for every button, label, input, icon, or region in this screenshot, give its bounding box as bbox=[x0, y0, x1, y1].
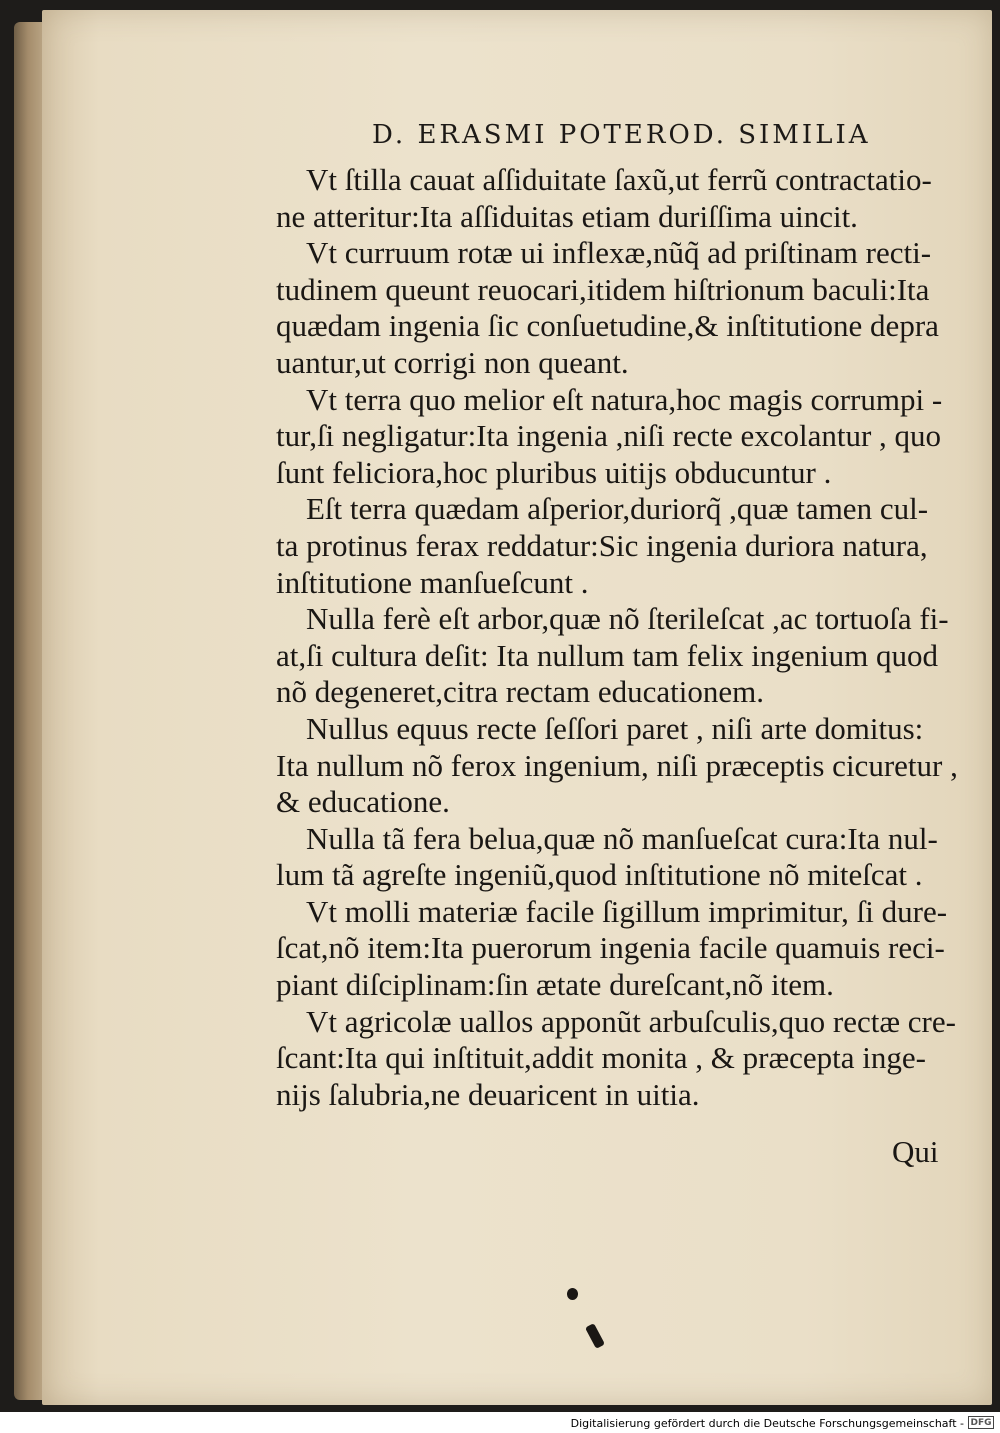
text-line: Vt curruum rotæ ui inflexæ,nũq̃ ad priſtinam recti- bbox=[306, 235, 932, 271]
dfg-logo: DFG bbox=[968, 1416, 994, 1429]
text-line: tudinem queunt reuocari,itidem hiſtrionum baculi:Ita bbox=[276, 271, 930, 307]
text-line: tur,ſi negligatur:Ita ingenia ,niſi recte excolantur , quo bbox=[276, 418, 942, 454]
text-line: Nullus equus recte ſeſſori paret , niſi arte domitus: bbox=[306, 710, 924, 746]
text-line: Vt ſtilla cauat aſſiduitate ſaxũ,ut ferrũ contractatio- bbox=[306, 162, 932, 197]
text-line: Ita nullum nõ ferox ingenium, niſi præceptis cicuretur , bbox=[276, 747, 958, 783]
text-line: ne atteritur:Ita aſſiduitas etiam duriſſima uincit. bbox=[276, 198, 858, 234]
text-line: lum tã agreſte ingeniũ,quod inſtitutione nõ miteſcat . bbox=[276, 857, 923, 893]
ink-spot bbox=[567, 1288, 578, 1300]
text-line: Vt agricolæ uallos apponũt arbuſculis,quo rectæ cre- bbox=[306, 1003, 956, 1039]
text-line: ta protinus ferax reddatur:Sic ingenia duriora natura, bbox=[276, 527, 928, 563]
body-text bbox=[276, 162, 966, 1113]
text-line: Vt terra quo melior eſt natura,hoc magis corrumpi - bbox=[306, 381, 943, 417]
text-line: nijs ſalubria,ne deuaricent in uitia. bbox=[276, 1076, 700, 1112]
text-line: Nulla tã fera belua,quæ nõ manſueſcat cura:Ita nul- bbox=[306, 820, 938, 856]
text-line: ſcat,nõ item:Ita puerorum ingenia facile quamuis reci- bbox=[276, 930, 945, 966]
text-line: inſtitutione manſueſcunt . bbox=[276, 564, 589, 600]
text-line: piant diſciplinam:ſin ætate dureſcant,nõ item. bbox=[276, 967, 834, 1003]
text-line: nõ degeneret,citra rectam educationem. bbox=[276, 674, 764, 710]
text-line: Eſt terra quædam aſperior,duriorq̃ ,quæ tamen cul- bbox=[306, 491, 929, 527]
text-line: at,ſi cultura deſit: Ita nullum tam felix ingenium quod bbox=[276, 637, 939, 673]
text-line: Vt molli materiæ facile ſigillum imprimitur, ſi dure- bbox=[306, 893, 948, 929]
text-line: uantur,ut corrigi non queant. bbox=[276, 344, 629, 380]
running-header: D. ERASMI POTEROD. SIMILIA bbox=[372, 120, 871, 150]
text-line: quædam ingenia ſic conſuetudine,& inſtitutione depra bbox=[276, 308, 939, 344]
text-line: & educatione. bbox=[276, 784, 450, 820]
catchword: Qui bbox=[892, 1134, 939, 1169]
text-line: Nulla ferè eſt arbor,quæ nõ ſterileſcat ,ac tortuoſa fi- bbox=[306, 601, 949, 637]
text-line: ſcant:Ita qui inſtituit,addit monita , & præcepta inge- bbox=[276, 1040, 926, 1076]
digitization-credit: Digitalisierung gefördert durch die Deutsche Forschungsgemeinschaft - bbox=[570, 1417, 964, 1430]
text-line: ſunt feliciora,hoc pluribus uitijs obducuntur . bbox=[276, 454, 832, 490]
